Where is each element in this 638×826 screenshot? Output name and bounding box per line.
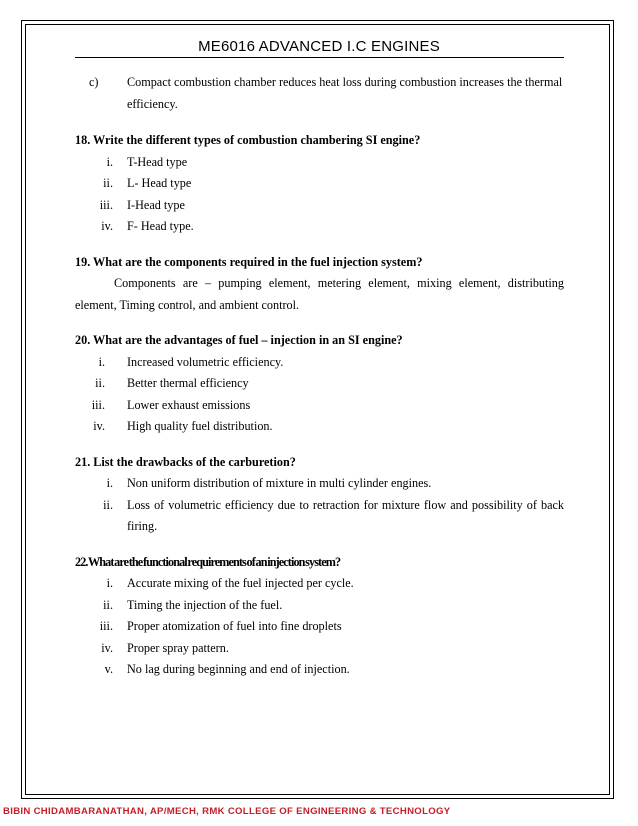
question-18: 18. Write the different types of combustion chambering SI engine? xyxy=(75,133,421,147)
list-item-number: i. xyxy=(106,154,113,169)
list-item xyxy=(75,573,564,595)
list-item xyxy=(75,595,564,617)
list-item xyxy=(75,216,564,238)
list-item xyxy=(75,495,564,538)
list-item-number: i. xyxy=(98,354,105,369)
list-item-number: iii. xyxy=(91,397,105,412)
list-item-number: ii. xyxy=(95,376,105,390)
list-item-text: Lower exhaust emissions xyxy=(127,397,251,412)
list-item-number: c) xyxy=(89,75,99,89)
list-item xyxy=(75,659,564,681)
list-item-text: Non uniform distribution of mixture in multi cylinder engines. xyxy=(127,476,432,490)
list-item-number: iii. xyxy=(99,197,113,212)
page-footer: BIBIN CHIDAMBARANATHAN, AP/MECH, RMK COLLEGE OF ENGINEERING & TECHNOLOGY xyxy=(3,806,451,817)
list-item-text: High quality fuel distribution. xyxy=(127,419,273,433)
list-item-number: ii. xyxy=(103,176,113,190)
list-item-number: v. xyxy=(104,662,113,676)
list-item-text: Better thermal efficiency xyxy=(127,376,249,390)
header-rule xyxy=(75,57,564,58)
list-item xyxy=(75,616,564,638)
list-item xyxy=(75,416,564,438)
list-item-text: F- Head type. xyxy=(127,219,194,233)
list-item-text: T-Head type xyxy=(127,154,188,169)
list-item-number: iii. xyxy=(99,619,113,633)
list-item xyxy=(75,352,564,374)
list-item xyxy=(75,195,564,217)
list-item-number: ii. xyxy=(103,497,113,512)
question-20: 20. What are the advantages of fuel – injection in an SI engine? xyxy=(75,333,403,347)
question-19: 19. What are the components required in the fuel injection system? xyxy=(75,254,423,269)
list-item-number: iv. xyxy=(93,419,105,433)
list-item xyxy=(75,473,564,495)
list-item-text: L- Head type xyxy=(127,176,192,190)
list-item xyxy=(75,173,564,195)
list-item-text: Compact combustion chamber reduces heat loss during combustion increases the thermal efficiency. xyxy=(127,75,563,111)
list-item xyxy=(75,72,564,115)
list-item-text: I-Head type xyxy=(127,197,185,212)
question-22: 22. What are the functional requirements of an injection system? xyxy=(75,554,341,569)
list-item-text: Proper spray pattern. xyxy=(127,640,229,655)
list-item-text: Proper atomization of fuel into fine droplets xyxy=(127,619,342,633)
list-item-number: ii. xyxy=(103,597,113,612)
list-item xyxy=(75,395,564,417)
list-item-text: No lag during beginning and end of injection. xyxy=(127,662,350,676)
list-item-number: i. xyxy=(106,476,113,490)
list-item-text: Increased volumetric efficiency. xyxy=(127,354,284,369)
list-item-number: iv. xyxy=(101,640,113,655)
page-header: ME6016 ADVANCED I.C ENGINES xyxy=(198,38,440,55)
list-item xyxy=(75,152,564,174)
list-item xyxy=(75,373,564,395)
list-item-text: Loss of volumetric efficiency due to retraction for mixture flow and possibility of back firing. xyxy=(127,497,564,533)
list-item-text: Timing the injection of the fuel. xyxy=(127,597,283,612)
list-item-number: iv. xyxy=(101,219,113,233)
list-item xyxy=(75,638,564,660)
list-item-text: Accurate mixing of the fuel injected per cycle. xyxy=(127,576,354,590)
question-21: 21. List the drawbacks of the carburetion? xyxy=(75,454,296,469)
document-body xyxy=(75,72,564,681)
list-item-number: i. xyxy=(106,576,113,590)
answer-paragraph: Components are – pumping element, metering element, mixing element, distributing element, Timing control, and ambient control. xyxy=(75,276,564,312)
